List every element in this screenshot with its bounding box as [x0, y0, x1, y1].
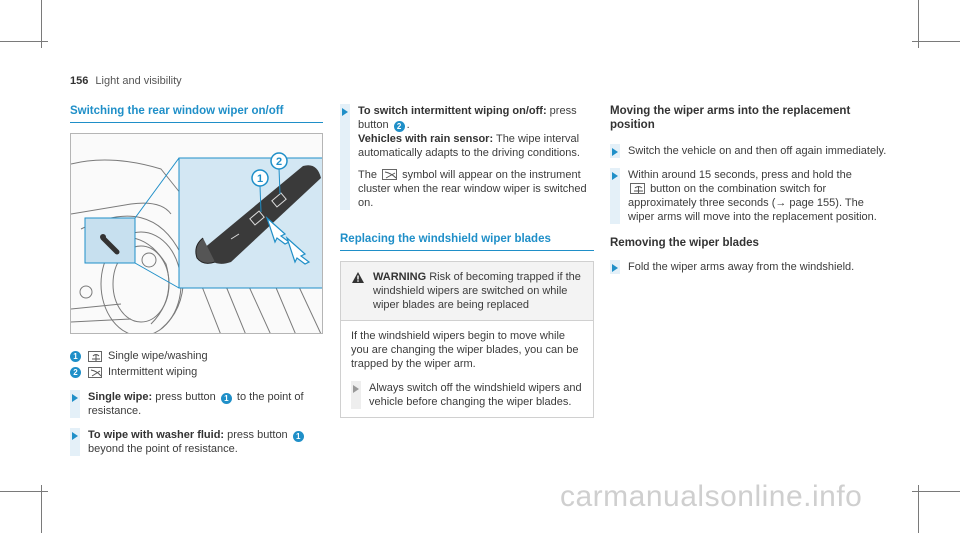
crop-mark — [0, 41, 48, 42]
step-label: Vehicles with rain sensor: — [358, 133, 494, 145]
step-arrow-icon — [72, 432, 78, 440]
inline-badge-1: 1 — [293, 431, 304, 442]
step-text: button on the combination switch for approximately three seconds (→ page 155). The wiper arms will move into the replacement position. — [628, 183, 877, 223]
step-text: Always switch off the windshield wipers and vehicle before changing the wiper blades. — [369, 382, 582, 408]
section-title-wiper-blades: Replacing the windshield wiper blades — [340, 232, 594, 251]
step-text: The — [358, 169, 377, 181]
step-label: Single wipe: — [88, 391, 153, 403]
step-arrow-icon — [342, 108, 348, 116]
crop-mark — [41, 485, 42, 533]
warning-step — [351, 381, 583, 409]
step-text: Switch the vehicle on and then off again immediately. — [628, 145, 887, 157]
single-wipe-washing-icon — [630, 183, 645, 194]
step-text: symbol will appear on the instrument cluster when the rear window wiper is switched on. — [358, 169, 587, 209]
warning-label: WARNING — [373, 271, 427, 283]
step-washer-fluid — [70, 428, 323, 456]
step-text: . — [406, 119, 410, 131]
callout-1: 1 — [256, 173, 264, 185]
legend-badge-2: 2 — [70, 367, 81, 378]
step-intermittent — [340, 104, 594, 210]
legend-badge-1: 1 — [70, 351, 81, 362]
crop-mark — [0, 491, 48, 492]
page-number: 156 — [70, 75, 89, 87]
column-1 — [70, 104, 323, 456]
step-text: press button — [358, 105, 577, 131]
step-switch-vehicle — [610, 144, 890, 158]
legend-text: Single wipe/washing — [108, 350, 208, 362]
step-press-hold — [610, 168, 890, 224]
step-arrow-icon — [353, 385, 359, 393]
step-label: To switch intermittent wiping on/off: — [358, 105, 547, 117]
section-title-replacement-position: Moving the wiper arms into the replacement position — [610, 105, 851, 131]
crop-mark — [912, 491, 960, 492]
step-text: Within around 15 seconds, press and hold the — [628, 169, 852, 181]
step-text: beyond the point of resistance. — [88, 443, 238, 455]
legend-text: Intermittent wiping — [108, 366, 198, 378]
step-fold-arms — [610, 260, 890, 274]
section-title-removing-blades: Removing the wiper blades — [610, 237, 759, 249]
warning-triangle-icon — [351, 270, 373, 312]
inline-badge-1: 1 — [221, 393, 232, 404]
wiper-switch-illustration — [70, 133, 323, 334]
warning-box — [340, 261, 594, 418]
warning-body: If the windshield wipers begin to move while you are changing the wiper blades, you can be trapped by the wiper arm. — [351, 330, 579, 370]
column-3 — [610, 104, 890, 274]
step-text: press button — [155, 391, 216, 403]
intermittent-wiping-icon — [88, 367, 102, 378]
step-label: To wipe with washer fluid: — [88, 429, 225, 441]
legend-item — [70, 348, 323, 364]
legend — [70, 348, 323, 380]
column-2 — [340, 104, 594, 418]
warning-text: Risk of becoming trapped if the windshield wipers are switched on while wiper blades are being replaced — [373, 271, 581, 311]
chapter-title: Light and visibility — [95, 75, 182, 87]
step-arrow-icon — [612, 172, 618, 180]
step-text: The wipe interval automatically adapts to the driving conditions. — [358, 133, 580, 159]
step-arrow-icon — [612, 148, 618, 156]
crop-mark — [918, 485, 919, 533]
intermittent-wiping-icon — [382, 169, 397, 180]
inline-badge-2: 2 — [394, 121, 405, 132]
crop-mark — [912, 41, 960, 42]
step-single-wipe — [70, 390, 323, 418]
step-text: press button — [227, 429, 288, 441]
dashboard-drawing — [71, 134, 323, 334]
single-wipe-washing-icon — [88, 351, 102, 362]
section-title-rear-wiper: Switching the rear window wiper on/off — [70, 104, 323, 123]
page-header — [70, 74, 182, 88]
callout-2: 2 — [275, 156, 283, 168]
watermark: carmanualsonline.info — [560, 480, 863, 513]
step-text: Fold the wiper arms away from the windshield. — [628, 261, 855, 273]
step-arrow-icon — [612, 264, 618, 272]
step-text: to the point of resistance. — [88, 391, 304, 417]
legend-item — [70, 364, 323, 380]
step-arrow-icon — [72, 394, 78, 402]
